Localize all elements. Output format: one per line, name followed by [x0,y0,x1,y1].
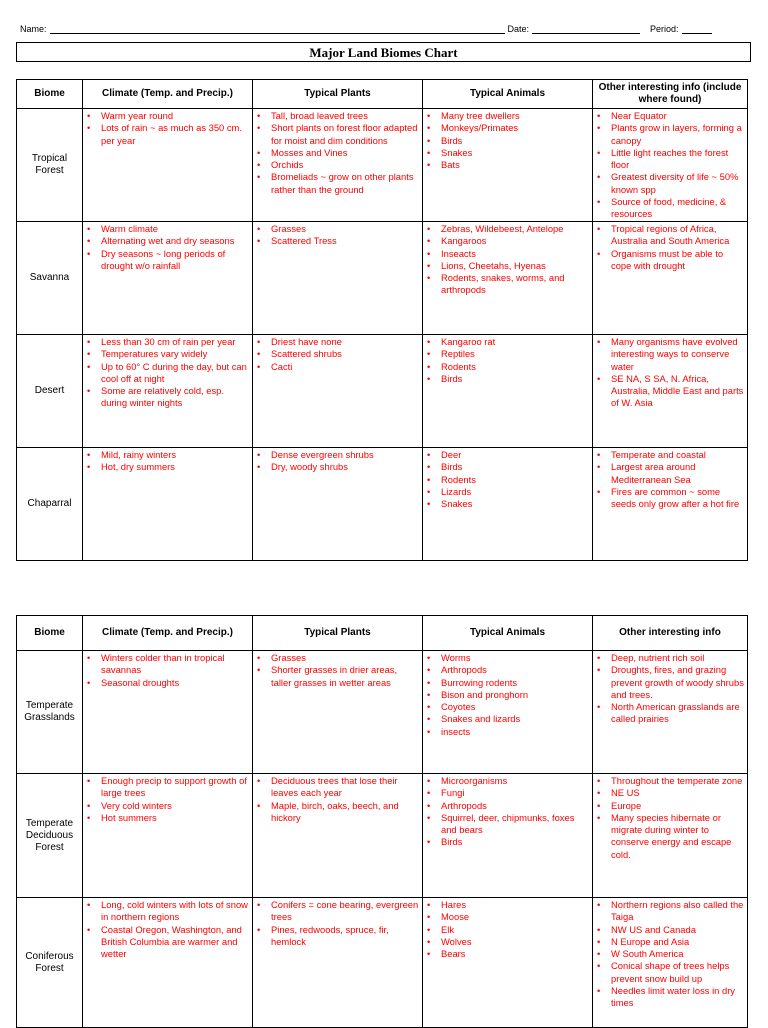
list-item: • Less than 30 cm of rain per year [101,336,250,348]
list-item: • Many species hibernate or migrate during winter to conserve energy and escape cold. [611,812,745,861]
list-item: • Conical shape of trees helps prevent snow build up [611,960,745,985]
climate-cell [83,774,253,898]
plants-cell [253,109,423,222]
list-item: • Wolves [441,936,590,948]
list-item: • Maple, birch, oaks, beech, and hickory [271,800,420,825]
list-item: • Worms [441,652,590,664]
table-row [17,448,748,561]
list-item: • Hot summers [101,812,250,824]
list-item: • Hares [441,899,590,911]
date-blank[interactable] [532,24,640,34]
table-row [17,335,748,448]
bullet-list [593,898,747,1010]
list-item: • Bears [441,948,590,960]
list-item: • Squirrel, deer, chipmunks, foxes and bears [441,812,590,837]
list-item: • Elk [441,924,590,936]
period-label: Period: [650,24,679,34]
biome-name-cell: Temperate Deciduous Forest [17,774,83,898]
column-header: Other interesting info (include where found) [593,80,748,109]
biome-name-cell: Savanna [17,222,83,335]
bullet-list [253,448,422,474]
list-item: • Bison and pronghorn [441,689,590,701]
plants-cell [253,651,423,774]
list-item: • Enough precip to support growth of large trees [101,775,250,800]
list-item: • Birds [441,373,590,385]
list-item: • Arthropods [441,664,590,676]
list-item: • Dense evergreen shrubs [271,449,420,461]
bullet-list [593,448,747,510]
bullet-list [83,222,252,272]
list-item: • Up to 60° C during the day, but can cool off at night [101,361,250,386]
list-item: • Very cold winters [101,800,250,812]
bullet-list [423,898,592,960]
animals-cell [423,335,593,448]
period-blank[interactable] [682,24,712,34]
list-item: • Birds [441,836,590,848]
list-item: • Cacti [271,361,420,373]
animals-cell [423,774,593,898]
list-item: • Orchids [271,159,420,171]
bullet-list [253,109,422,196]
list-item: • Little light reaches the forest floor [611,147,745,172]
list-item: • Deer [441,449,590,461]
bullet-list [423,651,592,738]
list-item: • Warm year round [101,110,250,122]
bullet-list [83,448,252,474]
list-item: • SE NA, S SA, N. Africa, Australia, Middle East and parts of W. Asia [611,373,745,410]
list-item: • Birds [441,461,590,473]
list-item: • Coyotes [441,701,590,713]
list-item: • Lizards [441,486,590,498]
biome-name-cell: Desert [17,335,83,448]
climate-cell [83,109,253,222]
animals-cell [423,651,593,774]
list-item: • Deep, nutrient rich soil [611,652,745,664]
column-header: Biome [17,80,83,109]
list-item: • Monkeys/Primates [441,122,590,134]
info-cell [593,109,748,222]
animals-cell [423,898,593,1028]
climate-cell [83,898,253,1028]
list-item: • Long, cold winters with lots of snow in northern regions [101,899,250,924]
list-item: • Bats [441,159,590,171]
list-item: • W South America [611,948,745,960]
climate-cell [83,222,253,335]
info-cell [593,448,748,561]
table-header-row [17,80,748,109]
bullet-list [423,448,592,510]
name-label: Name: [20,24,47,34]
column-header: Climate (Temp. and Precip.) [83,80,253,109]
biome-table-1 [16,79,748,561]
list-item: • Northern regions also called the Taiga [611,899,745,924]
table-header-row [17,616,748,651]
biome-name-cell: Coniferous Forest [17,898,83,1028]
list-item: • Grasses [271,223,420,235]
bullet-list [423,109,592,171]
column-header: Typical Animals [423,616,593,651]
list-item: • Many organisms have evolved interesting ways to conserve water [611,336,745,373]
list-item: • Dry, woody shrubs [271,461,420,473]
list-item: • Many tree dwellers [441,110,590,122]
list-item: • Dry seasons ~ long periods of drought w/o rainfall [101,248,250,273]
plants-cell [253,222,423,335]
list-item: • Conifers = cone bearing, evergreen trees [271,899,420,924]
list-item: • Grasses [271,652,420,664]
animals-cell [423,109,593,222]
table-row [17,222,748,335]
list-item: • Hot, dry summers [101,461,250,473]
list-item: • N Europe and Asia [611,936,745,948]
info-cell [593,222,748,335]
bullet-list [83,651,252,689]
bullet-list [593,222,747,272]
list-item: • Tropical regions of Africa, Australia and South America [611,223,745,248]
column-header: Typical Plants [253,616,423,651]
list-item: • Needles limit water loss in dry times [611,985,745,1010]
list-item: • Lots of rain ~ as much as 350 cm. per year [101,122,250,147]
list-item: • Inseacts [441,248,590,260]
list-item: • Near Equator [611,110,745,122]
list-item: • Throughout the temperate zone [611,775,745,787]
page-title: Major Land Biomes Chart [16,42,751,62]
name-blank[interactable] [50,24,505,34]
list-item: • Rodents, snakes, worms, and arthropods [441,272,590,297]
list-item: • Organisms must be able to cope with drought [611,248,745,273]
biome-name-cell: Tropical Forest [17,109,83,222]
animals-cell [423,222,593,335]
list-item: • Zebras, Wildebeest, Antelope [441,223,590,235]
info-cell [593,651,748,774]
bullet-list [423,335,592,385]
list-item: • NE US [611,787,745,799]
info-cell [593,335,748,448]
list-item: • Scattered Tress [271,235,420,247]
bullet-list [253,898,422,948]
list-item: • Some are relatively cold, esp. during winter nights [101,385,250,410]
climate-cell [83,335,253,448]
list-item: • North American grasslands are called prairies [611,701,745,726]
list-item: • Rodents [441,474,590,486]
list-item: • Greatest diversity of life ~ 50% known spp [611,171,745,196]
list-item: • Snakes and lizards [441,713,590,725]
animals-cell [423,448,593,561]
table-row [17,109,748,222]
info-cell [593,898,748,1028]
student-info-header [20,20,750,34]
list-item: • Tall, broad leaved trees [271,110,420,122]
list-item: • Reptiles [441,348,590,360]
column-header: Biome [17,616,83,651]
list-item: • Alternating wet and dry seasons [101,235,250,247]
list-item: • Scattered shrubs [271,348,420,360]
bullet-list [593,651,747,726]
bullet-list [253,774,422,824]
bullet-list [593,774,747,861]
list-item: • Seasonal droughts [101,677,250,689]
info-cell [593,774,748,898]
list-item: • Warm climate [101,223,250,235]
bullet-list [253,335,422,373]
climate-cell [83,448,253,561]
list-item: • Kangaroo rat [441,336,590,348]
list-item: • Rodents [441,361,590,373]
list-item: • Largest area around Mediterranean Sea [611,461,745,486]
bullet-list [423,774,592,849]
list-item: • Lions, Cheetahs, Hyenas [441,260,590,272]
biome-name-cell: Temperate Grasslands [17,651,83,774]
list-item: • Microorganisms [441,775,590,787]
column-header: Typical Animals [423,80,593,109]
bullet-list [253,651,422,689]
table-row [17,898,748,1028]
table-row [17,651,748,774]
bullet-list [253,222,422,248]
list-item: • Snakes [441,147,590,159]
list-item: • Driest have none [271,336,420,348]
bullet-list [593,109,747,221]
table-row [17,774,748,898]
list-item: • Fungi [441,787,590,799]
list-item: • Mild, rainy winters [101,449,250,461]
date-label: Date: [507,24,530,34]
list-item: • Arthropods [441,800,590,812]
list-item: • Droughts, fires, and grazing prevent growth of woody shrubs and trees. [611,664,745,701]
list-item: • Shorter grasses in drier areas, taller grasses in wetter areas [271,664,420,689]
list-item: • Kangaroos [441,235,590,247]
list-item: • Pines, redwoods, spruce, fir, hemlock [271,924,420,949]
list-item: • NW US and Canada [611,924,745,936]
list-item: • Fires are common ~ some seeds only grow after a hot fire [611,486,745,511]
list-item: • Bromeliads ~ grow on other plants rather than the ground [271,171,420,196]
climate-cell [83,651,253,774]
biome-name-cell: Chaparral [17,448,83,561]
list-item: • Burrowing rodents [441,677,590,689]
column-header: Typical Plants [253,80,423,109]
column-header: Other interesting info [593,616,748,651]
list-item: • Temperatures vary widely [101,348,250,360]
list-item: • Mosses and Vines [271,147,420,159]
plants-cell [253,335,423,448]
list-item: • Snakes [441,498,590,510]
bullet-list [83,335,252,410]
list-item: • Short plants on forest floor adapted for moist and dim conditions [271,122,420,147]
plants-cell [253,898,423,1028]
bullet-list [83,774,252,824]
list-item: • Source of food, medicine, & resources [611,196,745,221]
list-item: • Plants grow in layers, forming a canopy [611,122,745,147]
bullet-list [423,222,592,297]
list-item: • Moose [441,911,590,923]
bullet-list [593,335,747,410]
list-item: • Winters colder than in tropical savannas [101,652,250,677]
biome-table-2 [16,615,748,1028]
plants-cell [253,448,423,561]
bullet-list [83,898,252,960]
list-item: • Coastal Oregon, Washington, and British Columbia are warmer and wetter [101,924,250,961]
bullet-list [83,109,252,147]
list-item: • Birds [441,135,590,147]
column-header: Climate (Temp. and Precip.) [83,616,253,651]
list-item: • Deciduous trees that lose their leaves each year [271,775,420,800]
list-item: • Temperate and coastal [611,449,745,461]
list-item: • Europe [611,800,745,812]
plants-cell [253,774,423,898]
list-item: • insects [441,726,590,738]
